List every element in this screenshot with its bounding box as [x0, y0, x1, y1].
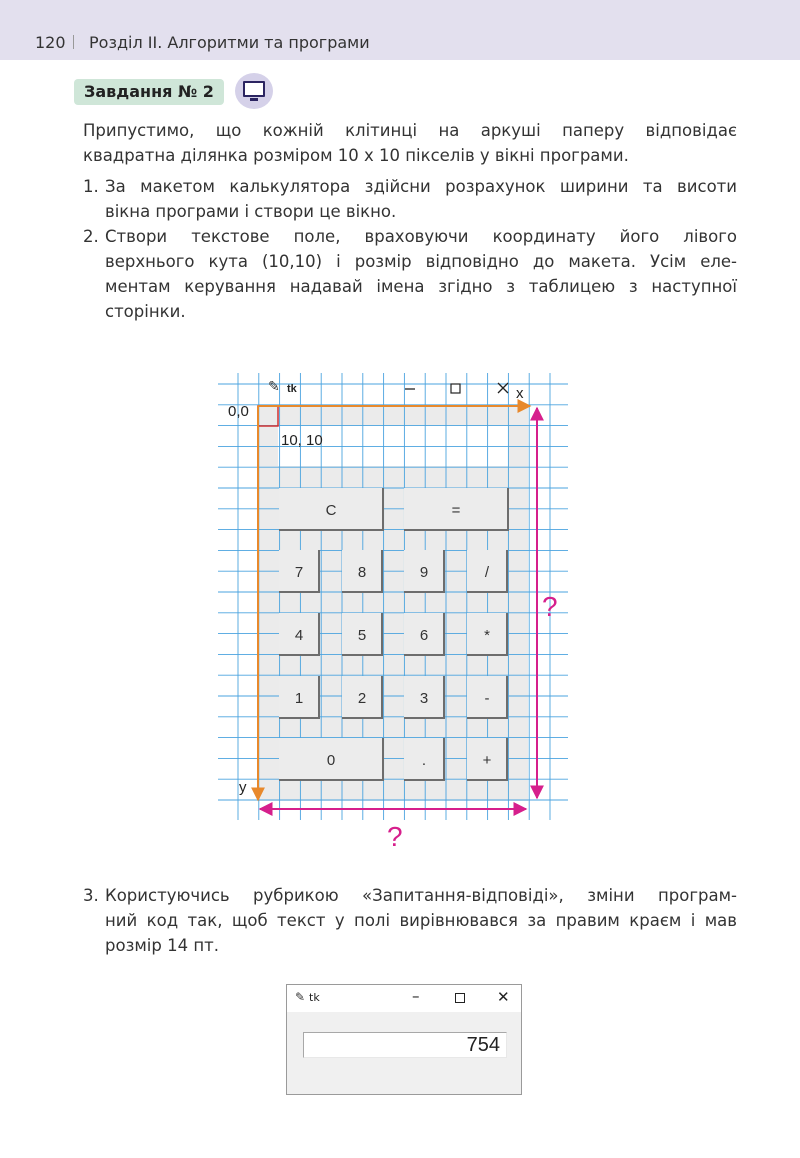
page-number: 120 — [35, 33, 66, 52]
height-question-mark: ? — [542, 591, 558, 622]
calc-button-div — [467, 550, 507, 592]
step-3-number: 3. — [83, 886, 99, 905]
calc-button-label: - — [484, 690, 490, 707]
step-1-line-1: За макетом калькулятора здійсни розрахунок ширини та висоти — [105, 177, 737, 196]
x-axis-label: x — [516, 385, 524, 402]
calc-button-n5 — [342, 613, 382, 655]
calc-button-label: 1 — [294, 690, 304, 707]
calc-button-n7 — [279, 550, 319, 592]
entry-value: 754 — [466, 1034, 500, 1056]
calc-button-label: 4 — [294, 627, 304, 644]
calc-button-n8 — [342, 550, 382, 592]
calc-button-label: . — [421, 752, 427, 769]
calc-button-label: * — [484, 627, 490, 644]
calc-button-label: 5 — [357, 627, 367, 644]
tk-window-title: tk — [309, 991, 320, 1004]
step-3-line-1: Користуючись рубрикою «Запитання-відповіді», зміни програм- — [105, 886, 737, 905]
number-entry-field[interactable] — [303, 1032, 507, 1058]
monitor-screen — [243, 81, 265, 97]
task-badge — [74, 79, 224, 105]
entry-coordinate-label: 10, 10 — [281, 432, 323, 449]
header-separator — [73, 35, 74, 49]
calc-button-label: + — [482, 752, 492, 769]
page-header — [0, 0, 800, 60]
calc-button-label: 8 — [357, 564, 367, 581]
step-2-line-4: сторінки. — [105, 302, 186, 321]
calc-button-n4 — [279, 613, 319, 655]
diagram-window-title: tk — [287, 383, 297, 395]
calc-button-label: C — [325, 502, 337, 519]
monitor-stand — [250, 98, 258, 101]
calc-button-sub — [467, 676, 507, 718]
task-label: Завдання № 2 — [84, 82, 214, 101]
step-2-line-3: ментам керування надавай імена згідно з таблицею з наступної — [105, 277, 737, 296]
step-2-line-2: верхнього кута (10,10) і розмір відповідно до макета. Усім еле- — [105, 252, 737, 271]
calc-button-n1 — [279, 676, 319, 718]
calc-button-label: 3 — [419, 690, 429, 707]
feather-icon: ✎ — [295, 990, 306, 1004]
width-question-mark: ? — [387, 821, 403, 852]
step-2-line-1: Створи текстове поле, враховуючи координату його лівого — [105, 227, 737, 246]
calc-button-n0 — [279, 738, 383, 780]
computer-monitor-icon — [235, 73, 273, 109]
step-3-line-3: розмір 14 пт. — [105, 936, 219, 955]
calc-button-label: 7 — [294, 564, 304, 581]
y-axis-label: y — [239, 779, 247, 796]
calc-button-label: = — [451, 502, 461, 519]
chapter-title: Розділ ІІ. Алгоритми та програми — [89, 33, 370, 52]
step-3-line-2: ний код так, щоб текст у полі вирівнювався за правим краєм і мав — [105, 911, 737, 930]
tk-window-example — [286, 984, 522, 1095]
calc-button-n2 — [342, 676, 382, 718]
calc-button-add — [467, 738, 507, 780]
calc-button-n3 — [404, 676, 444, 718]
tk-window-title-bar — [287, 985, 521, 1012]
step-2-number: 2. — [83, 227, 99, 246]
calc-button-label: 0 — [326, 752, 336, 769]
calc-button-n6 — [404, 613, 444, 655]
minimize-button[interactable]: – — [412, 987, 420, 1005]
intro-line-1: Припустимо, що кожній клітинці на аркуші паперу відповідає — [83, 121, 737, 140]
calc-button-label: / — [484, 564, 490, 581]
calc-button-label: 9 — [419, 564, 429, 581]
feather-icon: ✎ — [268, 378, 280, 394]
maximize-button[interactable] — [455, 993, 465, 1003]
calc-button-clear — [279, 488, 383, 530]
calc-button-label: 6 — [419, 627, 429, 644]
origin-label: 0,0 — [228, 403, 249, 420]
calc-button-label: 2 — [357, 690, 367, 707]
calc-button-dot — [404, 738, 444, 780]
intro-line-2: квадратна ділянка розміром 10 x 10 пікселів у вікні програми. — [83, 146, 629, 165]
calc-button-equals — [404, 488, 508, 530]
step-1-number: 1. — [83, 177, 99, 196]
close-button[interactable]: ✕ — [497, 988, 510, 1006]
calculator-layout-diagram — [218, 368, 578, 853]
step-1-line-2: вікна програми і створи це вікно. — [105, 202, 397, 221]
calc-button-n9 — [404, 550, 444, 592]
calc-button-mul — [467, 613, 507, 655]
